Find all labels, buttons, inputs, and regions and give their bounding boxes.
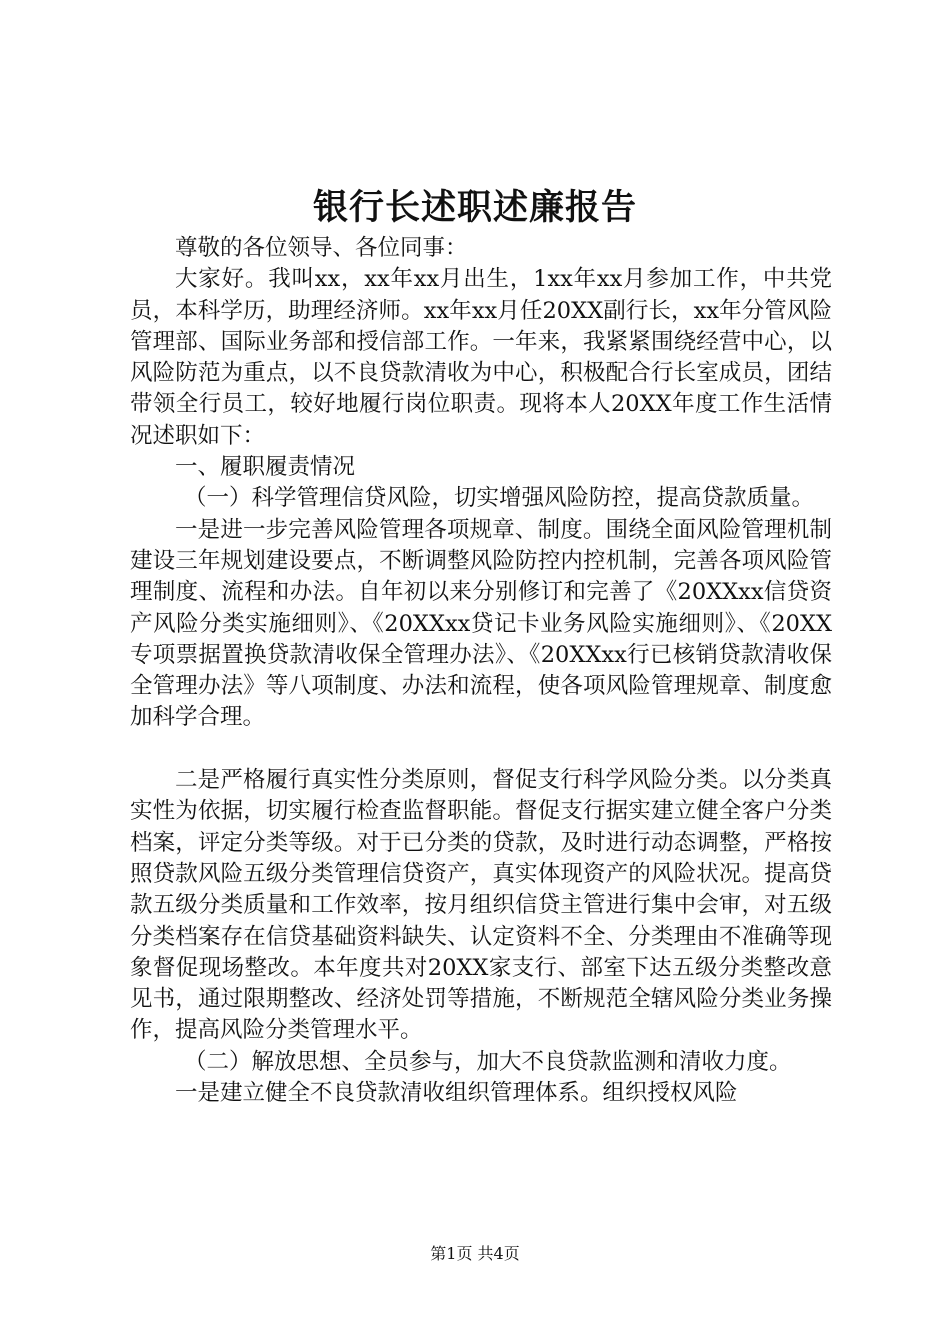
subsection-heading-1: （一）科学管理信贷风险，切实增强风险防控，提高贷款质量。 bbox=[184, 485, 815, 512]
document-title: 银行长述职述廉报告 bbox=[312, 187, 637, 228]
section-heading-1: 一、履职履责情况 bbox=[175, 454, 356, 481]
point-paragraph-1: 一是进一步完善风险管理各项规章、制度。围绕全面风险管理机制建设三年规划建设要点，不断调整风险防控内控机制，完善各项风险管理制度、流程和办法。自年初以来分别修订和完善了《20XXxx信贷资产风险分类实施细则》、《20XXxx贷记卡业务风险实施细则》、《20XX专项票据置换贷款清收保全管理办法》、《20XXxx行已核销贷款清收保全管理办法》等八项制度、办法和流程，使各项风险管理规章、制度愈加科学合理。 bbox=[130, 516, 832, 731]
point-paragraph-3: 一是建立健全不良贷款清收组织管理体系。组织授权风险 bbox=[175, 1080, 738, 1107]
paragraph-gap bbox=[130, 734, 832, 765]
intro-paragraph: 大家好。我叫xx，xx年xx月出生，1xx年xx月参加工作，中共党员，本科学历，助理经济师。xx年xx月任20XX副行长，xx年分管风险管理部、国际业务部和授信部工作。一年来，我紧紧围绕经营中心，以风险防范为重点，以不良贷款清收为中心，积极配合行长室成员，团结带领全行员工，较好地履行岗位职责。现将本人20XX年度工作生活情况述职如下： bbox=[130, 266, 832, 449]
salutation-paragraph: 尊敬的各位领导、各位同事： bbox=[175, 235, 468, 261]
page-number-footer: 第1页 共4页 bbox=[430, 1244, 520, 1263]
point-paragraph-2: 二是严格履行真实性分类原则，督促支行科学风险分类。以分类真实性为依据，切实履行检查监督职能。督促支行据实建立健全客户分类档案，评定分类等级。对于已分类的贷款，及时进行动态调整，严格按照贷款风险五级分类管理信贷资产，真实体现资产的风险状况。提高贷款五级分类质量和工作效率，按月组织信贷主管进行集中会审，对五级分类档案存在信贷基础资料缺失、认定资料不全、分类理由不准确等现象督促现场整改。本年度共对20XX家支行、部室下达五级分类整改意见书，通过限期整改、经济处罚等措施，不断规范全辖风险分类业务操作，提高风险分类管理水平。 bbox=[130, 767, 832, 1044]
subsection-heading-2: （二）解放思想、全员参与，加大不良贷款监测和清收力度。 bbox=[184, 1048, 792, 1075]
document-body bbox=[130, 233, 832, 1109]
